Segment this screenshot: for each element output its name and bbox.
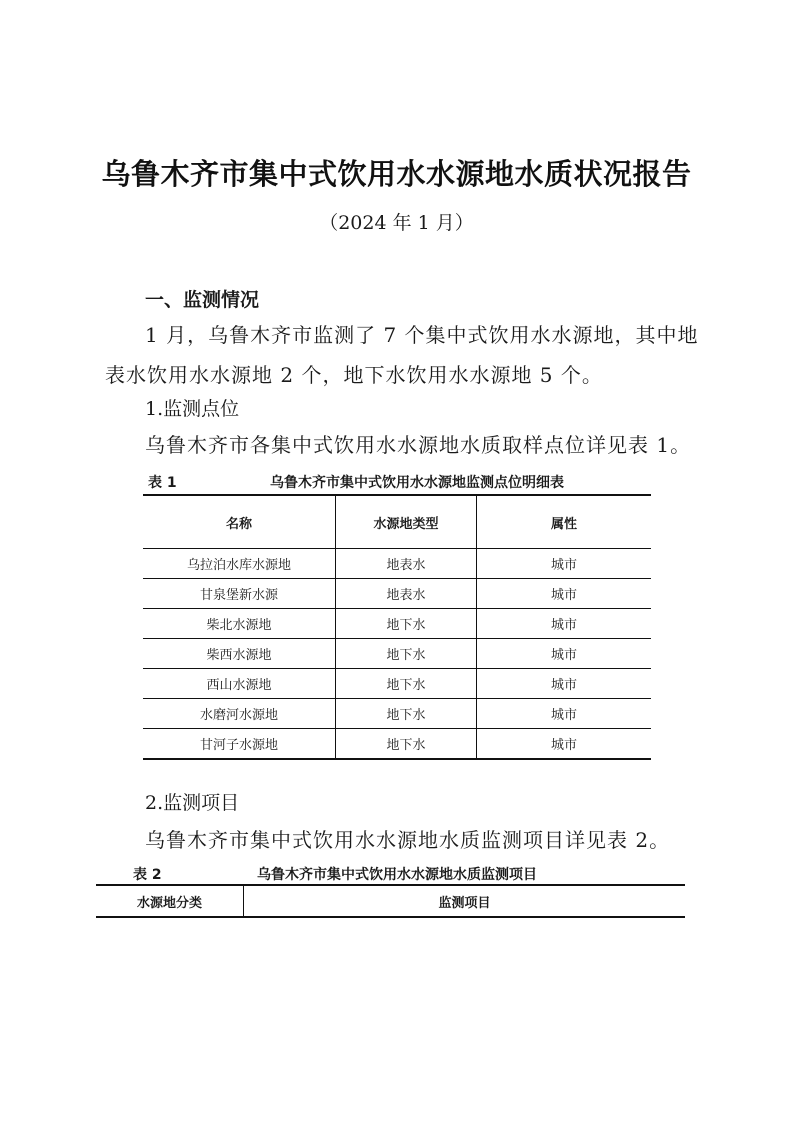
table1-caption: 乌鲁木齐市集中式饮用水水源地监测点位明细表 [270,475,564,491]
table2-label: 表 2 [133,867,162,883]
table-cell-type: 地下水 [336,699,477,729]
subsection-heading-points: 1.监测点位 [145,398,240,420]
table1-label: 表 1 [148,475,177,491]
section-heading: 一、监测情况 [145,289,260,311]
items-paragraph: 乌鲁木齐市集中式饮用水水源地水质监测项目详见表 2。 [145,828,671,852]
intro-paragraph-line-2: 表水饮用水水源地 2 个，地下水饮用水水源地 5 个。 [105,363,603,387]
table-cell-name: 甘泉堡新水源 [143,579,336,609]
table-cell-type: 地下水 [336,609,477,639]
subsection-heading-items: 2.监测项目 [145,792,240,814]
monitoring-items-table [96,884,685,918]
table-cell-name: 水磨河水源地 [143,699,336,729]
intro-paragraph-line-1: 1 月，乌鲁木齐市监测了 7 个集中式饮用水水源地，其中地 [145,323,699,347]
table1-header-type: 水源地类型 [336,495,477,549]
table2-header-category: 水源地分类 [96,885,244,917]
table-row [143,669,651,699]
table-cell-type: 地表水 [336,549,477,579]
table1-header-name: 名称 [143,495,336,549]
table-row [143,549,651,579]
table-row [143,579,651,609]
table1-header-attribute: 属性 [477,495,652,549]
table-row [143,729,651,760]
table-row [143,609,651,639]
table-cell-type: 地下水 [336,729,477,760]
table-cell-attribute: 城市 [477,579,652,609]
table2-header-items: 监测项目 [244,885,686,917]
table-cell-type: 地下水 [336,639,477,669]
table-cell-attribute: 城市 [477,549,652,579]
document-title: 乌鲁木齐市集中式饮用水水源地水质状况报告 [101,157,692,191]
table-cell-attribute: 城市 [477,729,652,760]
table-row [143,639,651,669]
table-cell-name: 柴西水源地 [143,639,336,669]
table-cell-attribute: 城市 [477,609,652,639]
table-cell-name: 西山水源地 [143,669,336,699]
table-cell-type: 地表水 [336,579,477,609]
table-cell-type: 地下水 [336,669,477,699]
table2-caption: 乌鲁木齐市集中式饮用水水源地水质监测项目 [257,867,537,883]
table-cell-attribute: 城市 [477,669,652,699]
table-row [143,699,651,729]
table-cell-attribute: 城市 [477,639,652,669]
table-cell-name: 甘河子水源地 [143,729,336,760]
table-cell-attribute: 城市 [477,699,652,729]
table-cell-name: 柴北水源地 [143,609,336,639]
document-subtitle: （2024 年 1 月） [319,212,474,234]
monitoring-points-table [143,494,651,760]
points-paragraph: 乌鲁木齐市各集中式饮用水水源地水质取样点位详见表 1。 [145,433,692,457]
table-cell-name: 乌拉泊水库水源地 [143,549,336,579]
